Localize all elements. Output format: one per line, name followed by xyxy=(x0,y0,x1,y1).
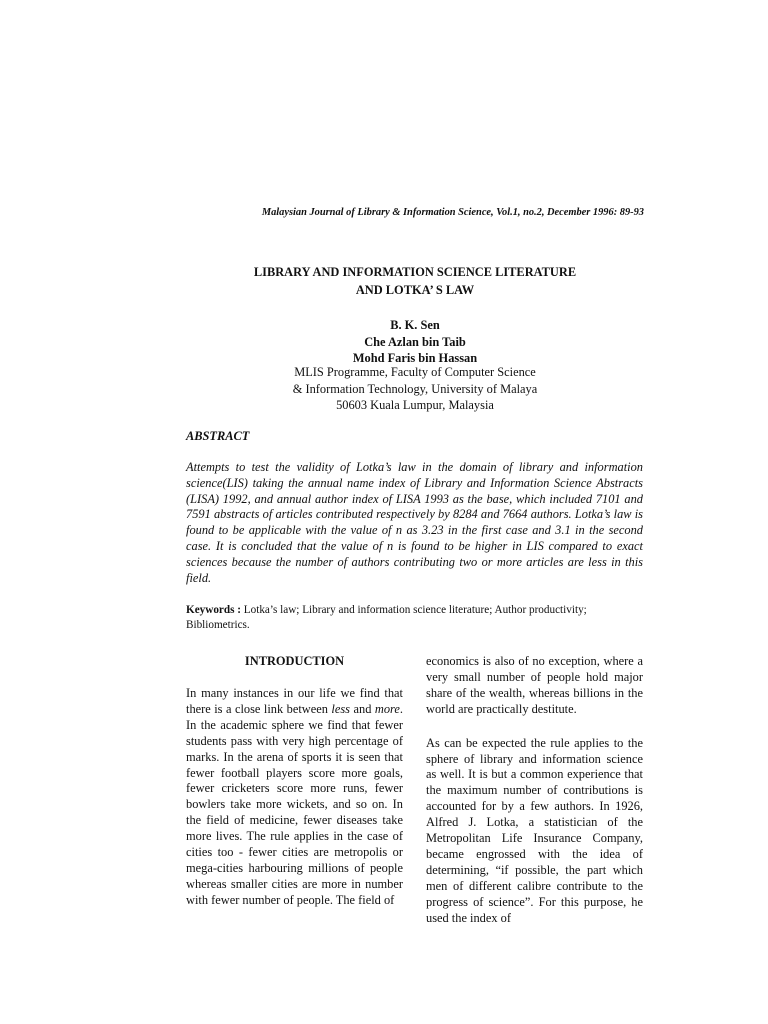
intro-paragraph-3: As can be expected the rule applies to the sphere of library and information science as well. It is but a common experience that the maximum number of contributions is accounted for by a few authors. In 1926, Alfred J. Lotka, a statistician of the Metropolitan Life Insurance Company, became engrossed with the idea of determining, “if possible, the part which men of different calibre contribute to the progress of science”. For this purpose, he used the index of xyxy=(426,735,643,925)
text-run: In many instances in our life we find that there is a close link between xyxy=(186,686,403,716)
keywords-label: Keywords : xyxy=(186,604,241,616)
affiliation xyxy=(186,364,644,414)
title-line-2: AND LOTKA’ S LAW xyxy=(355,283,475,297)
emphasis-more: more xyxy=(374,701,400,716)
right-column xyxy=(426,654,643,927)
affiliation-line: & Information Technology, University of Malaya xyxy=(292,381,538,396)
author-name: Che Azlan bin Taib xyxy=(364,334,466,349)
intro-paragraph-1 xyxy=(186,686,403,909)
abstract-heading: ABSTRACT xyxy=(186,429,250,443)
paper-title xyxy=(186,263,644,299)
author-list xyxy=(186,317,644,367)
paragraph-gap xyxy=(426,718,643,736)
affiliation-line: MLIS Programme, Faculty of Computer Science xyxy=(294,365,536,379)
keywords xyxy=(186,603,643,632)
journal-citation: Malaysian Journal of Library & Information Science, Vol.1, no.2, December 1996: 89-93 xyxy=(261,207,644,218)
keywords-text: Lotka’s law; Library and information science literature; Author productivity; Bibliometrics. xyxy=(186,604,587,631)
abstract-body: Attempts to test the validity of Lotka’s law in the domain of library and information science(LIS) taking the annual name index of Library and Information Science Abstracts (LISA) 1992, and annual author index of LISA 1993 as the base, which included 7101 and 7591 abstracts of articles contributed respectively by 8284 and 7664 authors. Lotka’s law is found to be applicable with the value of n as 3.23 in the first case and 3.1 in the second case. It is concluded that the value of n is found to be higher in LIS compared to exact sciences because the number of authors contributing two or more articles are less in this field. xyxy=(186,460,643,585)
left-column xyxy=(186,686,403,909)
text-run: . In the academic sphere we find that fewer students pass with very high percentage of marks. In the arena of sports it is seen that fewer football players score more goals, fewer cricketers score more runs, fewer bowlers take more wickets, and so on. In the field of medicine, fewer diseases take more lives. The rule applies in the case of cities too - fewer cities are metropolis or mega-cities harbouring millions of people whereas smaller cities are more in number with fewer number of people. The field of xyxy=(186,701,403,907)
affiliation-line: 50603 Kuala Lumpur, Malaysia xyxy=(336,398,494,412)
author-name: B. K. Sen xyxy=(390,318,440,332)
introduction-heading: INTRODUCTION xyxy=(244,654,345,668)
emphasis-less: less xyxy=(331,701,351,716)
title-line-1: LIBRARY AND INFORMATION SCIENCE LITERATURE xyxy=(253,265,577,279)
author-name: Mohd Faris bin Hassan xyxy=(352,351,478,365)
intro-paragraph-2: economics is also of no exception, where a very small number of people hold major share of the wealth, whereas billions in the world are practically destitute. xyxy=(426,654,643,716)
text-run: and xyxy=(350,701,375,716)
